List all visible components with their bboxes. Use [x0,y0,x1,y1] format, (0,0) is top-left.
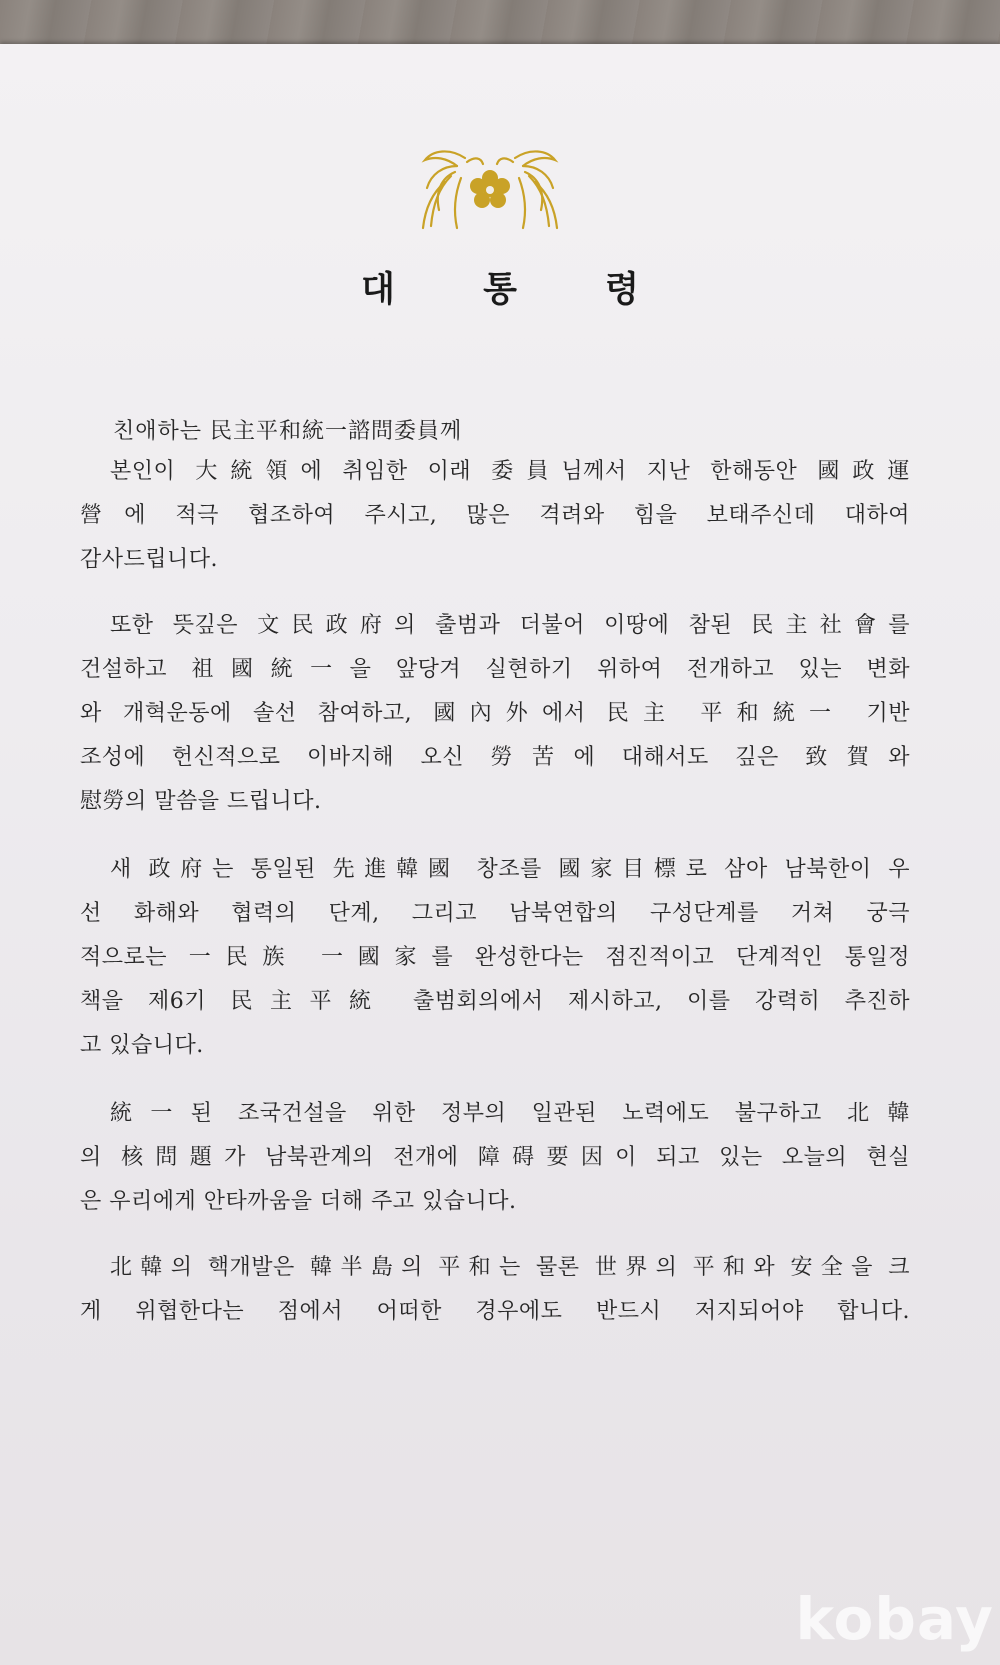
letter-heading: 대 통 령 [361,269,677,310]
paragraph-line: 조성에 헌신적으로 이바지해 오신 勞苦에 대해서도 깊은 致賀와 [80,745,910,770]
paragraph-line: 감사드립니다. [80,547,219,572]
paragraph-line: 또한 뜻깊은 文民政府의 출범과 더불어 이땅에 참된 民主社會를 [110,613,910,638]
paragraph-line: 적으로는 一民族 一國家를 완성한다는 점진적이고 단계적인 통일정 [80,945,910,970]
phoenix-emblem-icon [405,138,575,234]
paragraph-line: 책을 제6기 民主平統 출범회의에서 제시하고, 이를 강력히 추진하 [80,989,910,1014]
paragraph-4 [80,1092,910,1224]
paragraph-line: 선 화해와 협력의 단계, 그리고 남북연합의 구성단계를 거쳐 궁극 [80,901,910,926]
paragraph-line: 와 개혁운동에 솔선 참여하고, 國內外에서 民主 平和統一 기반 [80,701,910,726]
paragraph-line: 건설하고 祖國統一을 앞당겨 실현하기 위하여 전개하고 있는 변화 [80,657,910,682]
paragraph-line: 게 위협한다는 점에서 어떠한 경우에도 반드시 저지되어야 합니다. [80,1299,910,1324]
paragraph-line: 慰勞의 말씀을 드립니다. [80,789,322,814]
paragraph-line: 統一된 조국건설을 위한 정부의 일관된 노력에도 불구하고 北韓 [110,1101,910,1126]
paragraph-line: 은 우리에게 안타까움을 더해 주고 있습니다. [80,1189,517,1214]
paragraph-line: 고 있습니다. [80,1033,204,1058]
paragraph-line: 본인이 大統領에 취임한 이래 委員님께서 지난 한해동안 國政運 [110,459,910,484]
paragraph-line: 의 核問題가 남북관계의 전개에 障碍要因이 되고 있는 오늘의 현실 [80,1145,910,1170]
wooden-table-background [0,0,1000,48]
paragraph-1 [80,450,910,582]
paragraph-3 [80,848,910,1068]
paragraph-5 [80,1246,910,1334]
paragraph-line: 營에 적극 협조하여 주시고, 많은 격려와 힘을 보태주신데 대하여 [80,503,910,528]
paragraph-line: 새 政府는 통일된 先進韓國 창조를 國家目標로 삼아 남북한이 우 [110,857,910,882]
paragraph-line: 北韓의 핵개발은 韓半島의 平和는 물론 世界의 平和와 安全을 크 [110,1255,910,1280]
salutation: 친애하는 民主平和統一諮問委員께 [113,419,463,444]
watermark-logo: kobay [795,1585,994,1653]
paragraph-2 [80,604,910,824]
